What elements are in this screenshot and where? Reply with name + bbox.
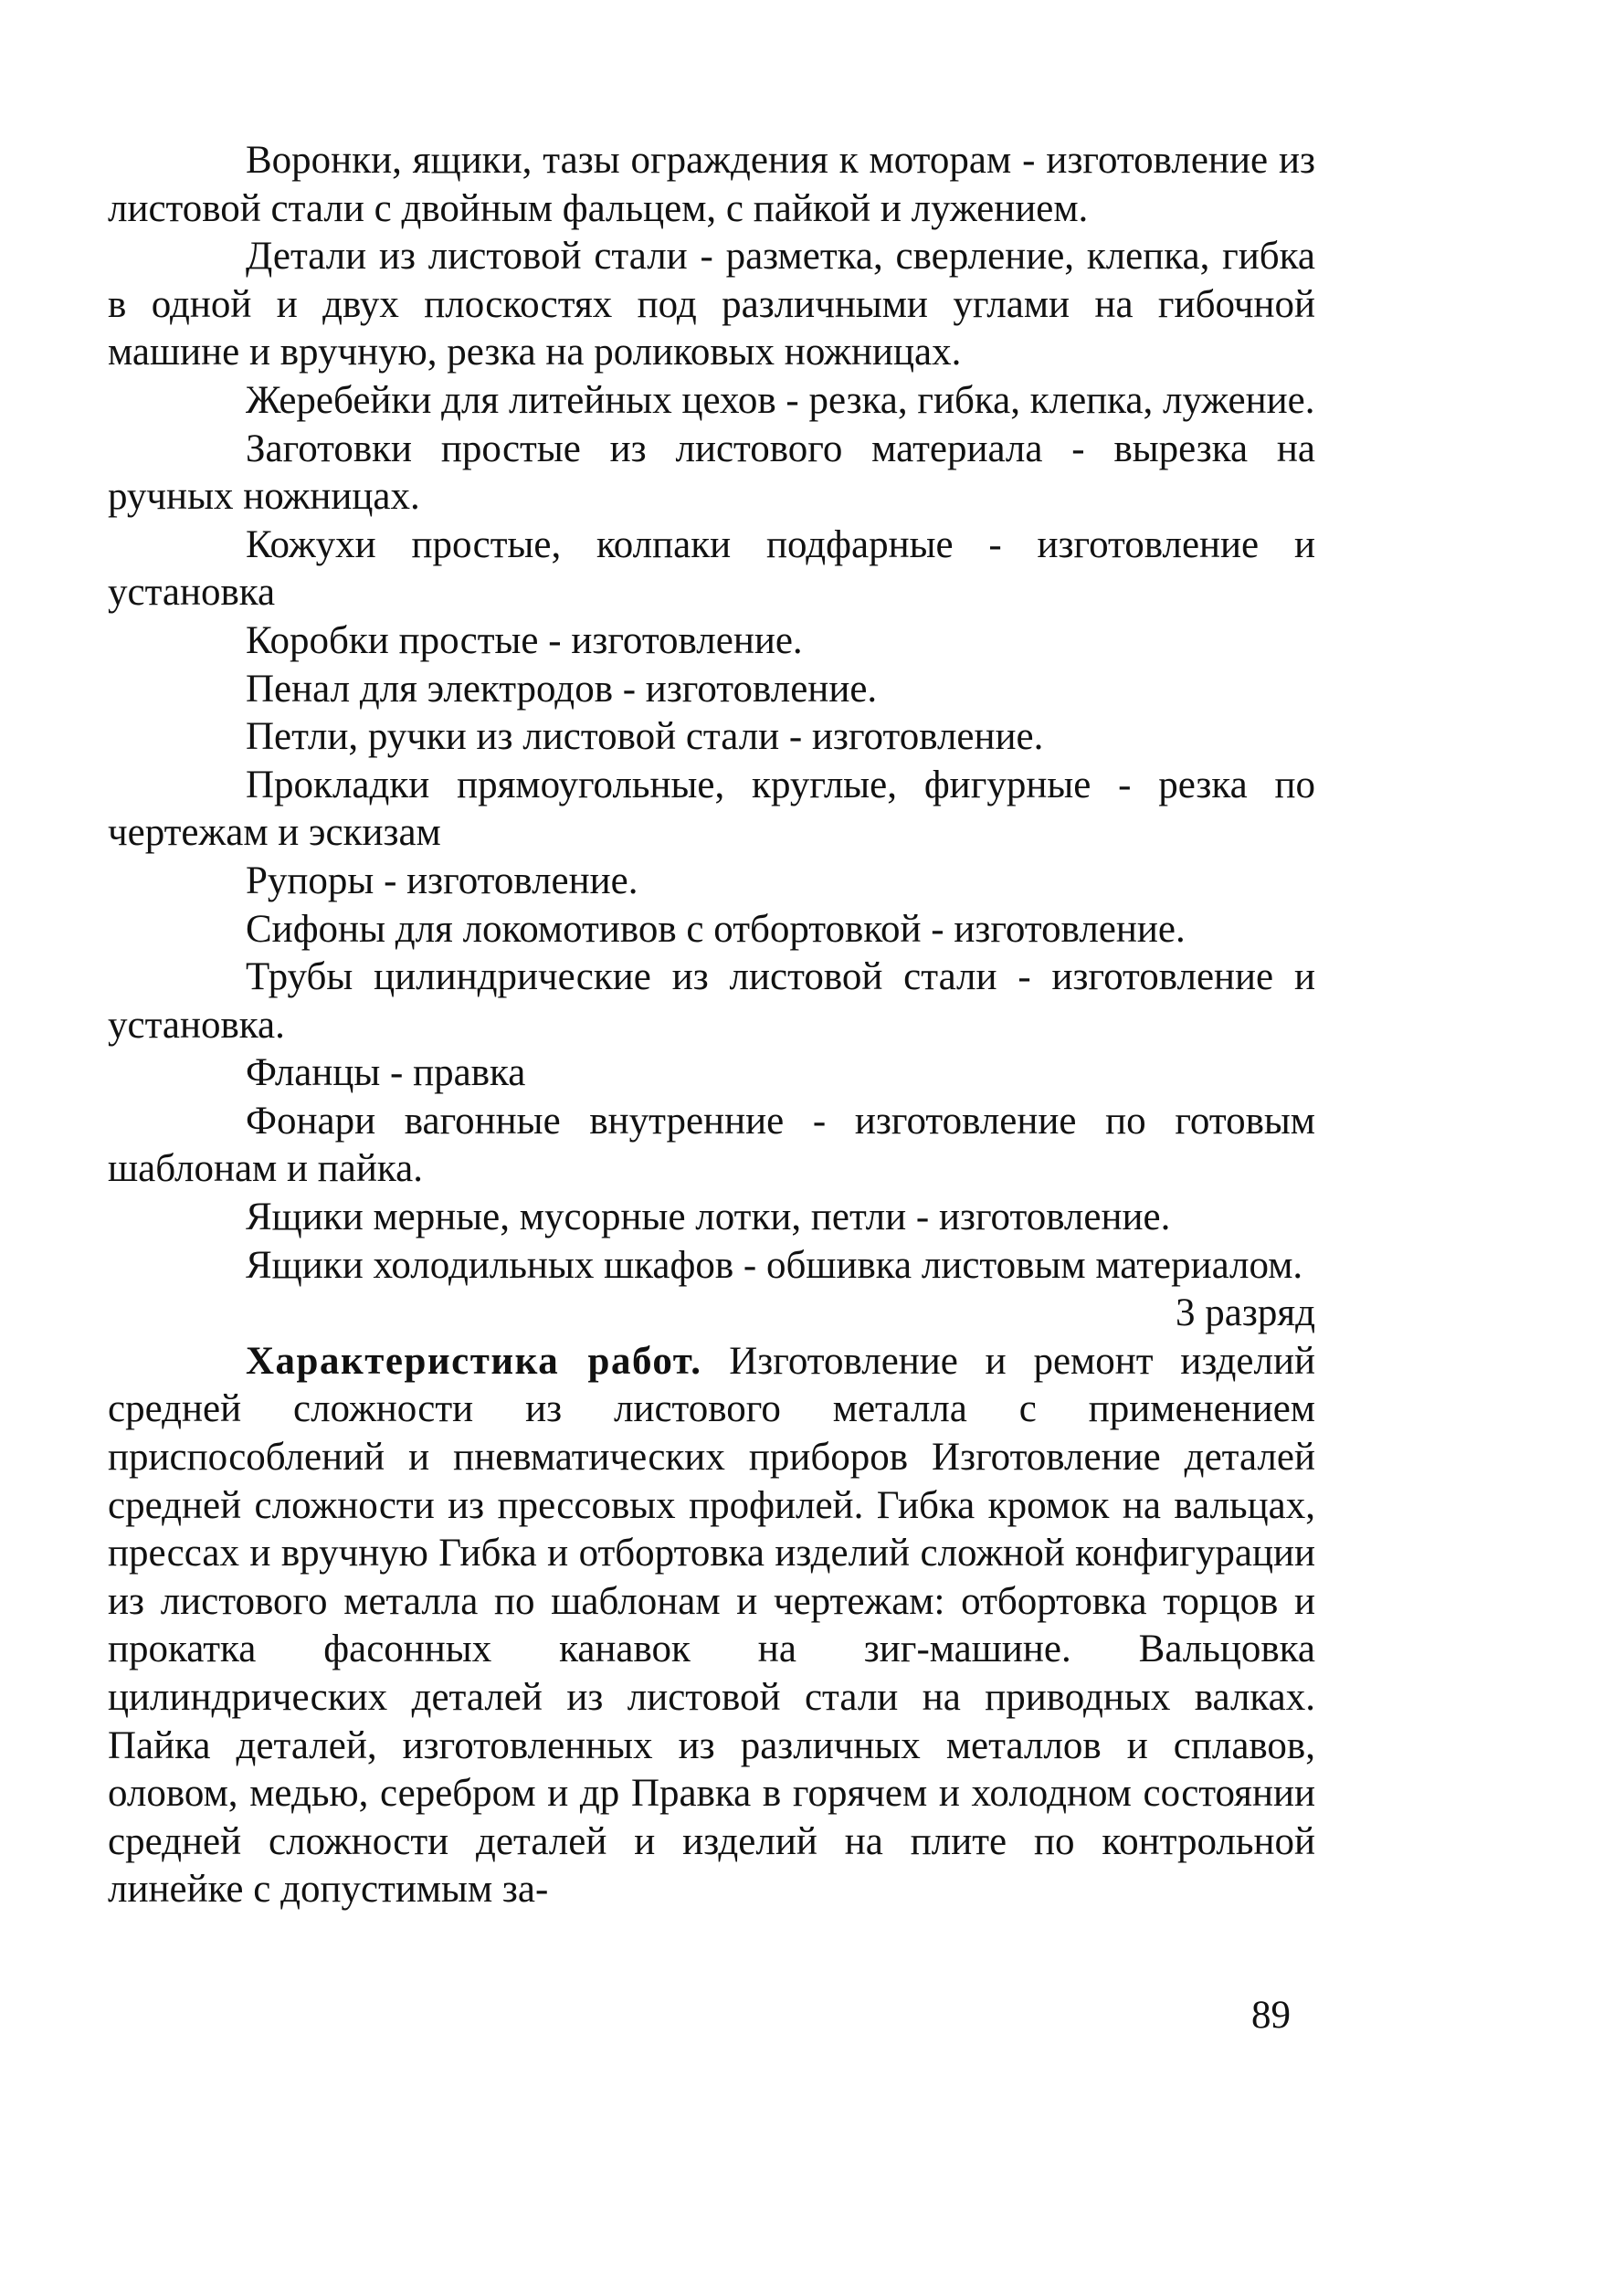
item-fridge-boxes: Ящики холодильных шкафов - обшивка листовым материалом. (246, 1243, 1303, 1287)
item-flanges: Фланцы - правка (246, 1051, 526, 1095)
item-hinges-handles: Петли, ручки из листовой стали - изготовление. (246, 715, 1044, 759)
item-electrode-case: Пенал для электродов - изготовление. (246, 667, 878, 711)
item-casings: Кожухи простые, колпаки подфарные - изготовление и установка (108, 522, 1315, 615)
item-funnels: Воронки, ящики, тазы ограждения к моторам - изготовление из листовой стали с двойным фальцем, с пайкой и лужением. (108, 139, 1315, 230)
item-gaskets: Прокладки прямоугольные, круглые, фигурные - резка по чертежам и эскизам (108, 763, 1315, 855)
work-characteristics-text: Изготовление и ремонт изделий средней сложности из листового металла с применением приспособлений и пневматических приборов Изготовление деталей средней сложности из прессовых профилей. Гибка кромок на вальцах, прессах и вручную Гибка и отбортовка изделий сложной конфигурации из листового металла по шаблонам и чертежам: отбортовка торцов и прокатка фасонных канавок на зиг-машине. Вальцовка цилиндрических деталей из листовой стали на приводных валках. Пайка деталей, изготовленных из различных металлов и сплавов, оловом, медью, серебром и др Правка в горячем и холодном состоянии средней сложности деталей и изделий на плите по контрольной линейке с допустимым за- (108, 1339, 1315, 1912)
item-sheet-parts: Детали из листовой стали - разметка, сверление, клепка, гибка в одной и двух плоскостях под различными углами на гибочной машине и вручную, резка на роликовых ножницах. (108, 235, 1315, 374)
item-siphons: Сифоны для локомотивов с отбортовкой - изготовление. (246, 907, 1186, 951)
item-pipes: Трубы цилиндрические из листовой стали - изготовление и установка. (108, 955, 1315, 1047)
grade-heading: 3 разряд (1176, 1291, 1315, 1335)
item-boxes: Коробки простые - изготовление. (246, 618, 803, 662)
work-characteristics (108, 1338, 1315, 1914)
item-measuring-boxes: Ящики мерные, мусорные лотки, петли - изготовление. (246, 1196, 1171, 1239)
work-characteristics-lead: Характеристика работ. (246, 1339, 702, 1383)
item-blanks: Заготовки простые из листового материала - вырезка на ручных ножницах. (108, 427, 1315, 519)
item-chaplets: Жеребейки для литейных цехов - резка, гибка, клепка, лужение. (246, 378, 1315, 422)
page-number: 89 (1251, 1994, 1291, 2037)
item-lanterns: Фонари вагонные внутренние - изготовление по готовым шаблонам и пайка. (108, 1099, 1315, 1191)
document-body (108, 137, 1315, 1914)
item-horns: Рупоры - изготовление. (246, 859, 638, 902)
